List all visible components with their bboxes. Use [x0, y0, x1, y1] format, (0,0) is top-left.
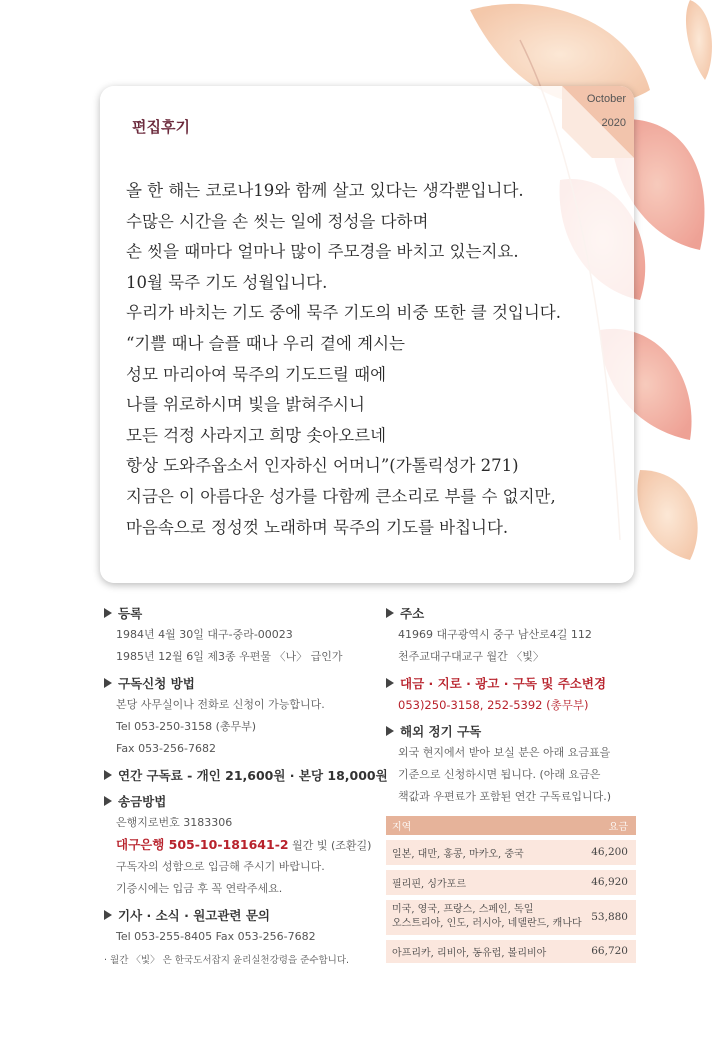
fee-region: 아프리카, 리비아, 동유럽, 볼리비아	[386, 937, 585, 963]
fee-region: 미국, 영국, 프랑스, 스페인, 독일 오스트리아, 인도, 러시아, 네델란드, 캐나다	[386, 897, 585, 937]
editorial-line: 항상 도와주옵소서 인자하신 어머니”(가톨릭성가 271)	[126, 456, 519, 476]
table-header-region: 지역	[386, 816, 585, 837]
triangle-bullet-icon	[104, 770, 112, 780]
payment-contact-heading: 대금 · 지로 · 광고 · 구독 및 주소변경	[386, 674, 636, 694]
fee-amount: 53,880	[585, 897, 637, 937]
editorial-line: 올 한 해는 코로나19와 함께 살고 있다는 생각뿐입니다.	[126, 181, 524, 200]
payment-line: 기증시에는 입금 후 꼭 연락주세요.	[116, 882, 283, 895]
inquiry-contact: Tel 053-255-8405 Fax 053-256-7682	[116, 930, 316, 943]
table-header-fee: 요금	[585, 816, 637, 837]
editorial-line: 성모 마리아여 묵주의 기도드릴 때에	[126, 364, 387, 384]
registration-heading: 등록	[104, 604, 374, 624]
fee-amount: 46,920	[585, 867, 637, 897]
info-right-column	[386, 604, 636, 963]
overseas-line: 책값과 우편료가 포함된 연간 구독료입니다.)	[398, 790, 612, 803]
table-row	[386, 897, 636, 937]
overseas-line: 외국 현지에서 받아 보실 분은 아래 요금표을	[398, 746, 611, 759]
editorial-line: “기쁠 때나 슬플 때나 우리 곁에 계시는	[126, 333, 405, 353]
address-heading: 주소	[386, 604, 636, 624]
address-line: 천주교대구대교구 월간 〈빛〉	[398, 650, 544, 663]
editorial-line: 10월 묵주 기도 성월입니다.	[126, 272, 328, 292]
editorial-line: 우리가 바치는 기도 중에 묵주 기도의 비중 또한 클 것입니다.	[126, 303, 561, 323]
fee-region: 일본, 대만, 홍콩, 마카오, 중국	[386, 837, 585, 867]
triangle-bullet-icon	[104, 678, 112, 688]
table-row	[386, 937, 636, 963]
table-row	[386, 867, 636, 897]
editorial-line: 손 씻을 때마다 얼마나 많이 주모경을 바치고 있는지요.	[126, 242, 519, 262]
ethics-footnote: · 월간 〈빛〉 은 한국도서잡지 윤리실천강령을 준수합니다.	[104, 955, 350, 966]
fee-amount: 66,720	[585, 937, 637, 963]
triangle-bullet-icon	[386, 726, 394, 736]
triangle-bullet-icon	[104, 910, 112, 920]
payment-heading: 송금방법	[104, 792, 374, 812]
annual-fee-heading: 연간 구독료 - 개인 21,600원 · 본당 18,000원	[104, 766, 374, 786]
subscribe-fax: Fax 053-256-7682	[116, 742, 216, 755]
table-row	[386, 837, 636, 867]
registration-line: 1985년 12월 6일 제3종 우편물 〈나〉 급인가	[116, 650, 343, 663]
overseas-fee-table	[386, 816, 636, 963]
editorial-line: 마음속으로 정성껏 노래하며 묵주의 기도를 바칩니다.	[126, 517, 509, 537]
triangle-bullet-icon	[386, 678, 394, 688]
inquiry-heading: 기사 · 소식 · 원고관련 문의	[104, 906, 374, 926]
editorial-line: 지금은 이 아름다운 성가를 다함께 큰소리로 부를 수 없지만,	[126, 486, 556, 506]
editorial-line: 나를 위로하시며 빛을 밝혀주시니	[126, 395, 365, 415]
info-left-column	[104, 604, 388, 966]
address-line: 41969 대구광역시 중구 남산로4길 112	[398, 628, 592, 641]
subscribe-line: 본당 사무실이나 전화로 신청이 가능합니다.	[116, 698, 325, 711]
issue-year: 2020	[601, 117, 626, 129]
fee-amount: 46,200	[585, 837, 637, 867]
payment-contact-phones: 053)250-3158, 252-5392 (총무부)	[398, 698, 589, 712]
page-title: 편집후기	[132, 118, 190, 136]
fee-region: 필리핀, 싱가포르	[386, 867, 585, 897]
overseas-heading: 해외 정기 구독	[386, 722, 636, 742]
triangle-bullet-icon	[104, 608, 112, 618]
payment-line: 구독자의 성함으로 입금해 주시기 바랍니다.	[116, 860, 325, 873]
subscribe-tel: Tel 053-250-3158 (총무부)	[116, 720, 257, 733]
editorial-text	[126, 176, 626, 543]
registration-line: 1984년 4월 30일 대구-중라-00023	[116, 628, 293, 641]
triangle-bullet-icon	[386, 608, 394, 618]
payment-bank-account: 대구은행 505-10-181641-2 월간 빛 (조환길)	[116, 837, 372, 852]
triangle-bullet-icon	[104, 796, 112, 806]
issue-month: October	[586, 93, 626, 105]
overseas-line: 기준으로 신청하시면 됩니다. (아래 요금은	[398, 768, 601, 781]
editorial-line: 모든 걱정 사라지고 희망 솟아오르네	[126, 425, 387, 445]
date-corner-tab	[562, 86, 634, 158]
editorial-card	[100, 86, 634, 583]
subscribe-heading: 구독신청 방법	[104, 674, 374, 694]
payment-giro: 은행지로번호 3183306	[116, 816, 233, 829]
editorial-line: 수많은 시간을 손 씻는 일에 정성을 다하며	[126, 211, 429, 231]
